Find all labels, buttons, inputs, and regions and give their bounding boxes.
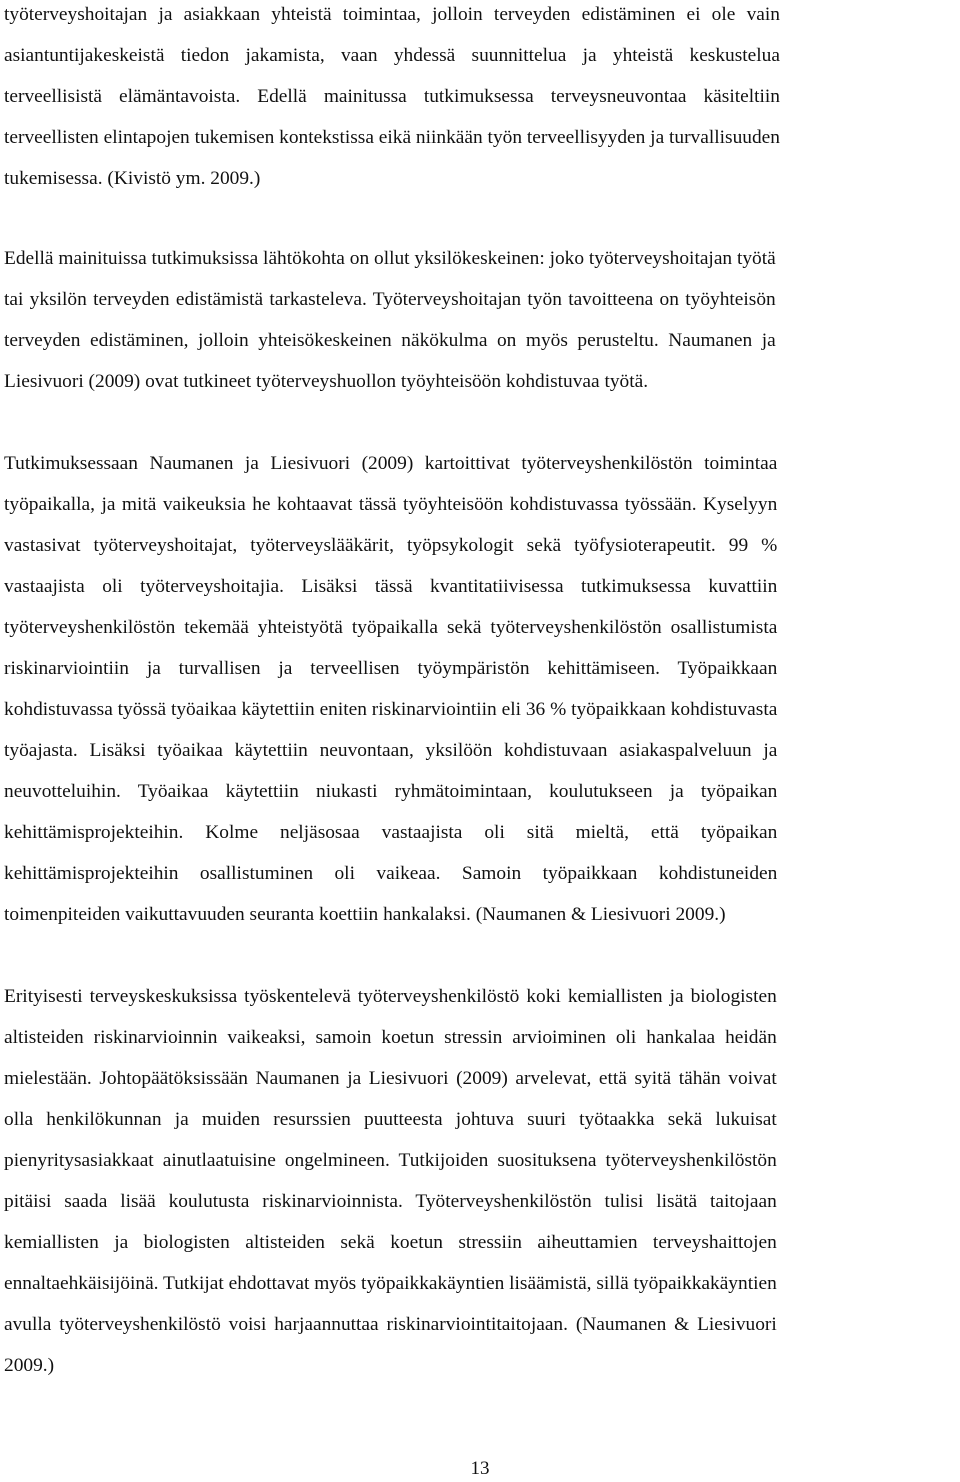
text-line: riskinarviointiin ja turvallisen ja terveellisen työympäristön kehittämiseen. Työpaikkaan [4, 658, 778, 679]
text-line: kehittämisprojekteihin osallistuminen oli vaikeaa. Samoin työpaikkaan kohdistuneiden [4, 863, 778, 884]
text-line: avulla työterveyshenkilöstö voisi harjaannuttaa riskinarviointitaitojaan. (Naumanen & Liesivuori [4, 1314, 777, 1335]
text-line: altisteiden riskinarvioinnin vaikeaksi, samoin koetun stressin arvioiminen oli hankalaa heidän [4, 1027, 777, 1048]
text-line: tai yksilön terveyden edistämistä tarkasteleva. Työterveyshoitajan työn tavoitteena on työyhteisön [4, 289, 776, 310]
text-line: terveyden edistäminen, jolloin yhteisökeskeinen näkökulma on myös perusteltu. Naumanen ja [4, 330, 776, 351]
text-line: asiantuntijakeskeistä tiedon jakamista, vaan yhdessä suunnittelua ja yhteistä keskustelua [4, 45, 780, 66]
text-line: 2009.) [4, 1355, 55, 1376]
text-line: terveellisistä elämäntavoista. Edellä mainitussa tutkimuksessa terveysneuvontaa käsiteltiin [4, 86, 780, 107]
text-line: kohdistuvassa työssä työaikaa käytettiin eniten riskinarviointiin eli 36 % työpaikkaan kohdistuvasta [4, 699, 778, 720]
text-line: vastaajista oli työterveyshoitajia. Lisäksi tässä kvantitatiivisessa tutkimuksessa kuvattiin [4, 576, 778, 597]
text-line: neuvotteluihin. Työaikaa käytettiin niukasti ryhmätoimintaan, koulutukseen ja työpaikan [4, 781, 778, 802]
text-line: Erityisesti terveyskeskuksissa työskentelevä työterveyshenkilöstö koki kemiallisten ja biologisten [4, 986, 777, 1007]
text-line: pitäisi saada lisää koulutusta riskinarvioinnista. Työterveyshenkilöstön tulisi lisätä taitojaan [4, 1191, 777, 1212]
text-line: pienyritysasiakkaat ainutlaatuisine ongelmineen. Tutkijoiden suosituksena työterveyshenkilöstön [4, 1150, 777, 1171]
page-number: 13 [470, 1458, 490, 1479]
text-line: Tutkimuksessaan Naumanen ja Liesivuori (2009) kartoittivat työterveyshenkilöstön toimintaa [4, 453, 778, 474]
text-line: Edellä mainituissa tutkimuksissa lähtökohta on ollut yksilökeskeinen: joko työterveyshoitajan työtä [4, 248, 776, 269]
text-line: työterveyshenkilöstön tekemää yhteistyötä työpaikalla sekä työterveyshenkilöstön osallistumista [4, 617, 778, 638]
text-line: vastasivat työterveyshoitajat, työterveyslääkärit, työpsykologit sekä työfysioterapeutit. 99 % [4, 535, 778, 556]
text-line: tukemisessa. (Kivistö ym. 2009.) [4, 168, 261, 189]
paragraph-2 [4, 238, 776, 402]
text-line: terveellisten elintapojen tukemisen kontekstissa eikä niinkään työn terveellisyyden ja turvallisuuden [4, 127, 780, 148]
text-line: kemiallisten ja biologisten altisteiden sekä koetun stressiin aiheuttamien terveyshaittojen [4, 1232, 777, 1253]
text-line: toimenpiteiden vaikuttavuuden seuranta koettiin hankalaksi. (Naumanen & Liesivuori 2009.) [4, 904, 726, 925]
text-line: työterveyshoitajan ja asiakkaan yhteistä toimintaa, jolloin terveyden edistäminen ei ole vain [4, 4, 780, 25]
text-line: ennaltaehkäisijöinä. Tutkijat ehdottavat myös työpaikkakäyntien lisäämistä, sillä työpaikkakäyntien [4, 1273, 777, 1294]
text-line: mielestään. Johtopäätöksissään Naumanen ja Liesivuori (2009) arvelevat, että syitä tähän voivat [4, 1068, 777, 1089]
paragraph-3 [4, 443, 777, 935]
paragraph-4 [4, 976, 777, 1386]
paragraph-1 [4, 0, 780, 199]
text-line: olla henkilökunnan ja muiden resurssien puutteesta johtuva suuri työtaakka sekä lukuisat [4, 1109, 777, 1130]
text-line: työajasta. Lisäksi työaikaa käytettiin neuvontaan, yksilöön kohdistuvaan asiakaspalveluun ja [4, 740, 778, 761]
text-line: Liesivuori (2009) ovat tutkineet työterveyshuollon työyhteisöön kohdistuvaa työtä. [4, 371, 649, 392]
text-line: työpaikalla, ja mitä vaikeuksia he kohtaavat tässä työyhteisöön kohdistuvassa työssään. Kyselyyn [4, 494, 778, 515]
text-line: kehittämisprojekteihin. Kolme neljäsosaa vastaajista oli sitä mieltä, että työpaikan [4, 822, 778, 843]
